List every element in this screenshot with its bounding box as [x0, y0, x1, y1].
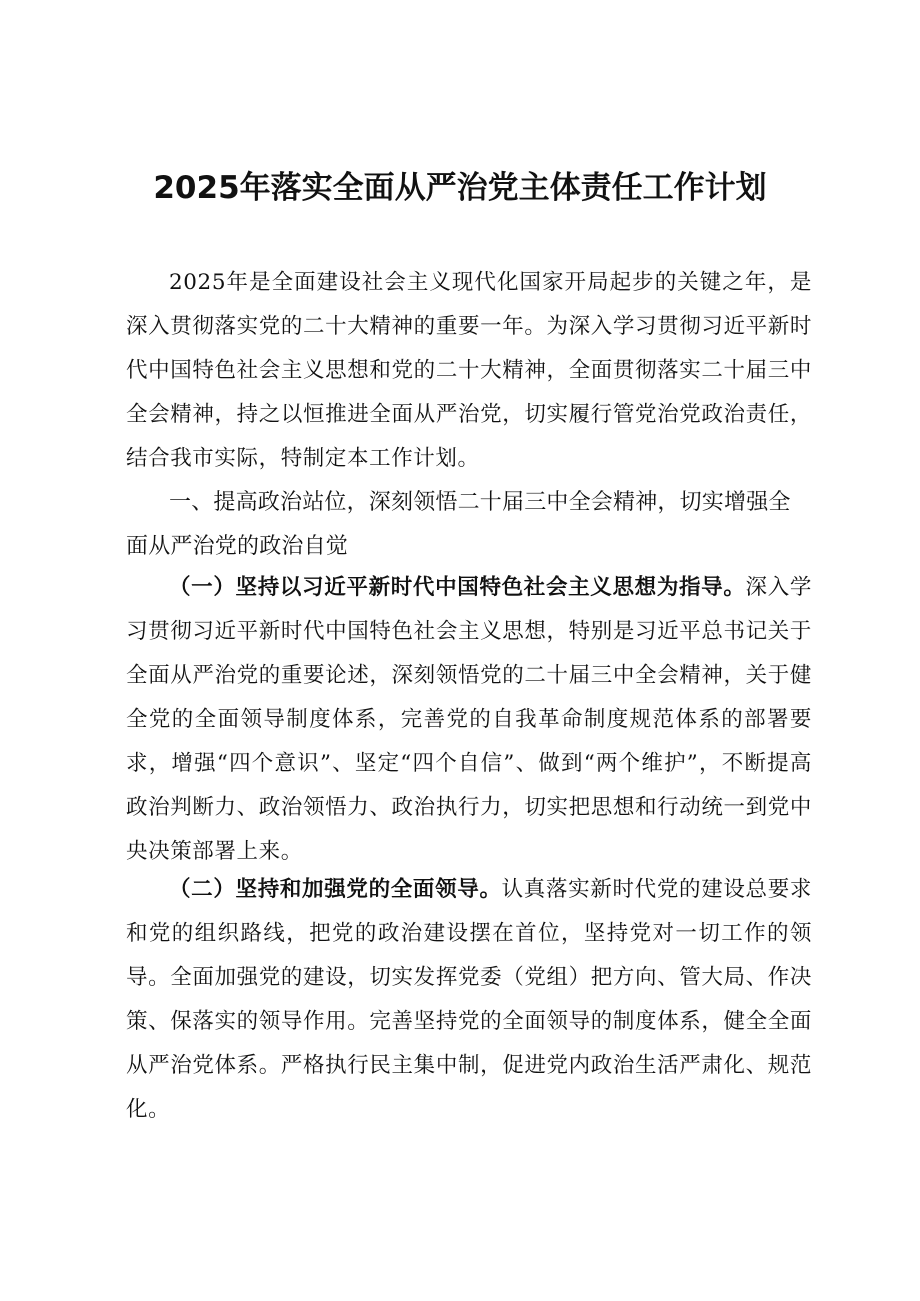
item-paragraph-1 — [126, 566, 812, 874]
section-heading-1: 一、提高政治站位，深刻领悟二十届三中全会精神，切实增强全面从严治党的政治自觉 — [126, 490, 791, 559]
item-paragraph-2 — [126, 868, 812, 1132]
document-title: 2025年落实全面从严治党主体责任工作计划 — [153, 170, 767, 206]
intro-paragraph: 2025年是全面建设社会主义现代化国家开局起步的关键之年，是深入贯彻落实党的二十大精神的重要一年。为深入学习贯彻习近平新时代中国特色社会主义思想和党的二十大精神，全面贯彻落实二十届三中全会精神，持之以恒推进全面从严治党，切实履行管党治党政治责任，结合我市实际，特制定本工作计划。 — [126, 270, 812, 471]
item-1-lead: （一）坚持以习近平新时代中国特色社会主义思想为指导。 — [169, 575, 746, 600]
item-1-body: 深入学习贯彻习近平新时代中国特色社会主义思想，特别是习近平总书记关于全面从严治党的重要论述，深刻领悟党的二十届三中全会精神，关于健全党的全面领导制度体系，完善党的自我革命制度规范体系的部署要求，增强“四个意识”、坚定“四个自信”、做到“两个维护”，不断提高政治判断力、政治领悟力、政治执行力，切实把思想和行动统一到党中央决策部署上来。 — [126, 575, 812, 864]
item-2-body: 认真落实新时代党的建设总要求和党的组织路线，把党的政治建设摆在首位，坚持党对一切工作的领导。全面加强党的建设，切实发挥党委（党组）把方向、管大局、作决策、保落实的领导作用。完善坚持党的全面领导的制度体系，健全全面从严治党体系。严格执行民主集中制，促进党内政治生活严肃化、规范化。 — [126, 877, 812, 1122]
item-2-lead: （二）坚持和加强党的全面领导。 — [169, 877, 502, 902]
